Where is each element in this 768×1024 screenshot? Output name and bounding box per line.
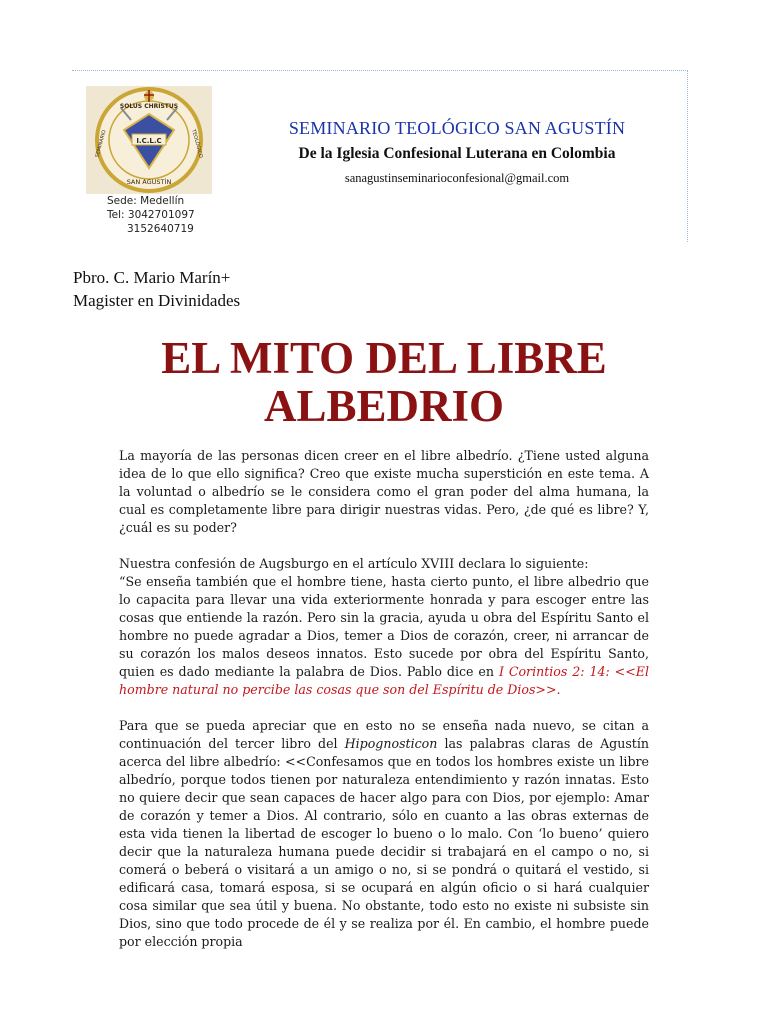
seal-top-text: SOLUS CHRISTUS: [119, 103, 179, 110]
book-title: Hipognosticon: [344, 736, 438, 751]
phone-secondary: 3152640719: [127, 223, 194, 235]
sede-location: Sede: Medellín: [107, 195, 185, 207]
organization-email[interactable]: sanagustinseminarioconfesional@gmail.com: [344, 171, 570, 185]
scripture-reference-link[interactable]: I Corintios 2: 14: <<El hombre natural no percibe las cosas que son del Espíritu de Dios>>.: [119, 664, 649, 697]
seal-right-text: TEOLÓGICO: [190, 128, 204, 159]
contact-block: [107, 194, 227, 236]
seal-center-text: I.C.L.C: [136, 137, 162, 145]
title-line-2: ALBEDRIO: [263, 381, 505, 431]
author-degree: Magister en Divinidades: [73, 291, 241, 310]
hipognosticon-text-a: Para que se pueda apreciar que en esto no se enseña nada nuevo, se citan a continuación del tercer libro del: [119, 718, 649, 751]
document-body: [119, 447, 649, 969]
paragraph-augsburg: [119, 555, 649, 699]
seminary-seal-logo: [86, 86, 212, 194]
seal-bottom-text: SAN AGUSTÍN: [126, 178, 172, 186]
organization-subtitle: De la Iglesia Confesional Luterana en Colombia: [298, 145, 616, 162]
author-name: Pbro. C. Mario Marín+: [73, 268, 231, 287]
document-title: [80, 334, 688, 430]
organization-name: SEMINARIO TEOLÓGICO SAN AGUSTÍN: [288, 118, 626, 138]
title-line-1: EL MITO DEL LIBRE: [161, 333, 607, 383]
phone-primary: Tel: 3042701097: [107, 209, 195, 221]
paragraph-hipognosticon: [119, 717, 649, 951]
augsburg-intro: Nuestra confesión de Augsburgo en el artículo XVIII declara lo siguiente:: [119, 556, 589, 571]
seal-emblem-icon: [86, 86, 212, 194]
author-block: [73, 266, 240, 312]
seal-left-text: SEMINARIO: [94, 129, 108, 159]
organization-block: [252, 118, 662, 186]
hipognosticon-text-b: las palabras claras de Agustín acerca del libre albedrío: <<Confesamos que en todos los hombres existe un libre albedrío, porque todos tienen por naturaleza entendimiento y razón innatas. Esto no quiere decir que sean capaces de hacer algo para con Dios, por ejemplo: Amar de corazón y temer a Dios. Al contrario, sólo en cuanto a las obras externas de esta vida tienen la libertad de escoger lo bueno o lo malo. Con ‘lo bueno’ quiero decir que la naturaleza humana puede decidir si trabajará en el campo o no, si comerá o beberá o visitará a un amigo o no, si se pondrá o quitará el vestido, si edificará casa, tomará esposa, si se ocupará en algún oficio o si hará cualquier cosa similar que sea útil y buena. No obstante, todo esto no existe ni subsiste sin Dios, sino que todo procede de él y se realiza por él. En cambio, el hombre puede por elección propia: [119, 736, 649, 949]
augsburg-quote: “Se enseña también que el hombre tiene, hasta cierto punto, el libre albedrio que lo capacita para llevar una vida exteriormente honrada y para escoger entre las cosas que entiende la razón. Pero sin la gracia, ayuda u obra del Espíritu Santo el hombre no puede agradar a Dios, temer a Dios de corazón, creer, ni arrancar de su corazón los malos deseos innatos. Esto sucede por obra del Espíritu Santo, quien es dado mediante la palabra de Dios. Pablo dice en: [119, 574, 649, 679]
paragraph-intro: La mayoría de las personas dicen creer en el libre albedrío. ¿Tiene usted alguna idea de lo que ello significa? Creo que existe mucha superstición en este tema. A la voluntad o albedrío se le considera como el gran poder del alma humana, la cual es completamente libre para dirigir nuestras vidas. Pero, ¿de qué es libre? Y, ¿cuál es su poder?: [119, 448, 649, 535]
